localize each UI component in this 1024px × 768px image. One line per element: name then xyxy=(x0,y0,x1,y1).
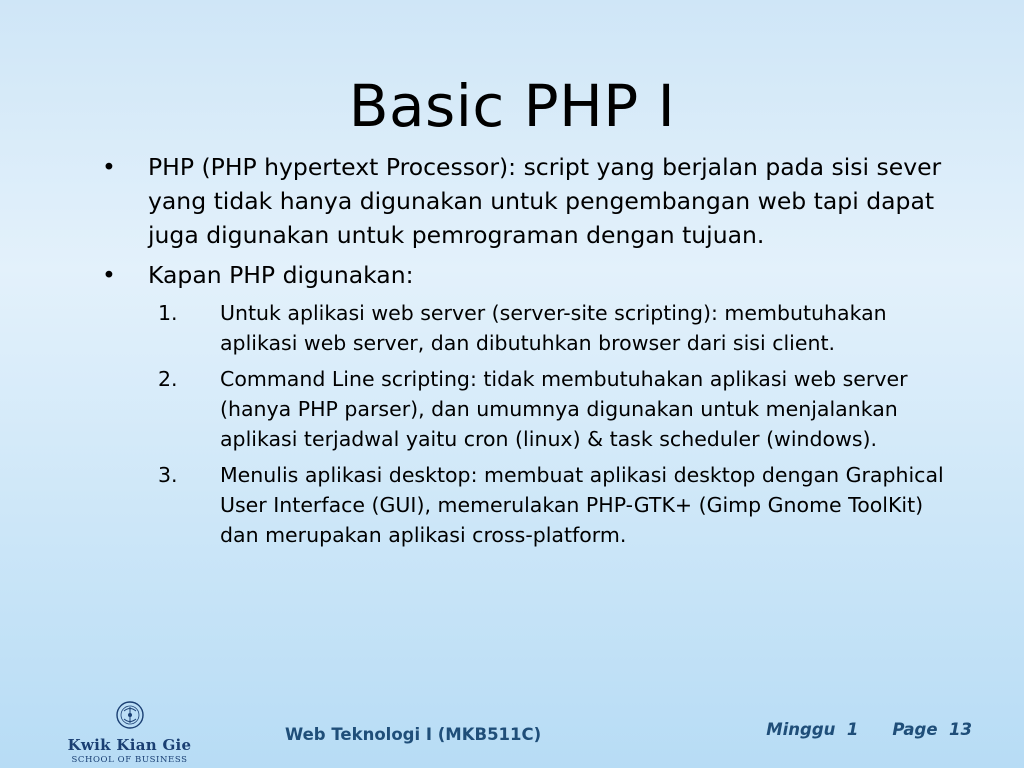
numbered-list xyxy=(158,298,956,550)
item-text: Untuk aplikasi web server (server-site scripting): membutuhakan aplikasi web server, dan dibutuhkan browser dari sisi client. xyxy=(220,301,887,355)
numbered-item xyxy=(158,298,956,358)
bullet-list xyxy=(96,150,956,556)
school-logo xyxy=(52,700,207,765)
item-text: Menulis aplikasi desktop: membuat aplikasi desktop dengan Graphical User Interface (GUI), memerulakan PHP-GTK+ (Gimp Gnome ToolKit) dan merupakan aplikasi cross-platform. xyxy=(220,463,944,547)
footer-course: Web Teknologi I (MKB511C) xyxy=(285,725,542,744)
logo-name: Kwik Kian Gie xyxy=(67,736,192,754)
item-number: 2. xyxy=(158,367,178,391)
footer-week: Minggu 1 xyxy=(766,720,859,739)
item-number: 1. xyxy=(158,301,178,325)
bullet-text: Kapan PHP digunakan: xyxy=(148,261,414,289)
bullet-item xyxy=(96,258,956,292)
logo-subtitle: SCHOOL OF BUSINESS xyxy=(71,755,188,765)
numbered-item xyxy=(158,364,956,454)
bullet-marker: • xyxy=(102,261,116,289)
bullet-text: PHP (PHP hypertext Processor): script yang berjalan pada sisi sever yang tidak hanya digunakan untuk pengembangan web tapi dapat juga digunakan untuk pemrograman dengan tujuan. xyxy=(148,153,942,249)
bullet-marker: • xyxy=(102,153,116,181)
emblem-icon xyxy=(115,700,145,730)
footer-page-info xyxy=(766,720,972,739)
footer-page: Page 13 xyxy=(892,720,972,739)
bullet-item xyxy=(96,150,956,252)
item-number: 3. xyxy=(158,463,178,487)
item-text: Command Line scripting: tidak membutuhakan aplikasi web server (hanya PHP parser), dan umumnya digunakan untuk menjalankan aplikasi terjadwal yaitu cron (linux) & task scheduler (windows). xyxy=(220,367,908,451)
numbered-item xyxy=(158,460,956,550)
slide-title: Basic PHP I xyxy=(348,72,676,140)
